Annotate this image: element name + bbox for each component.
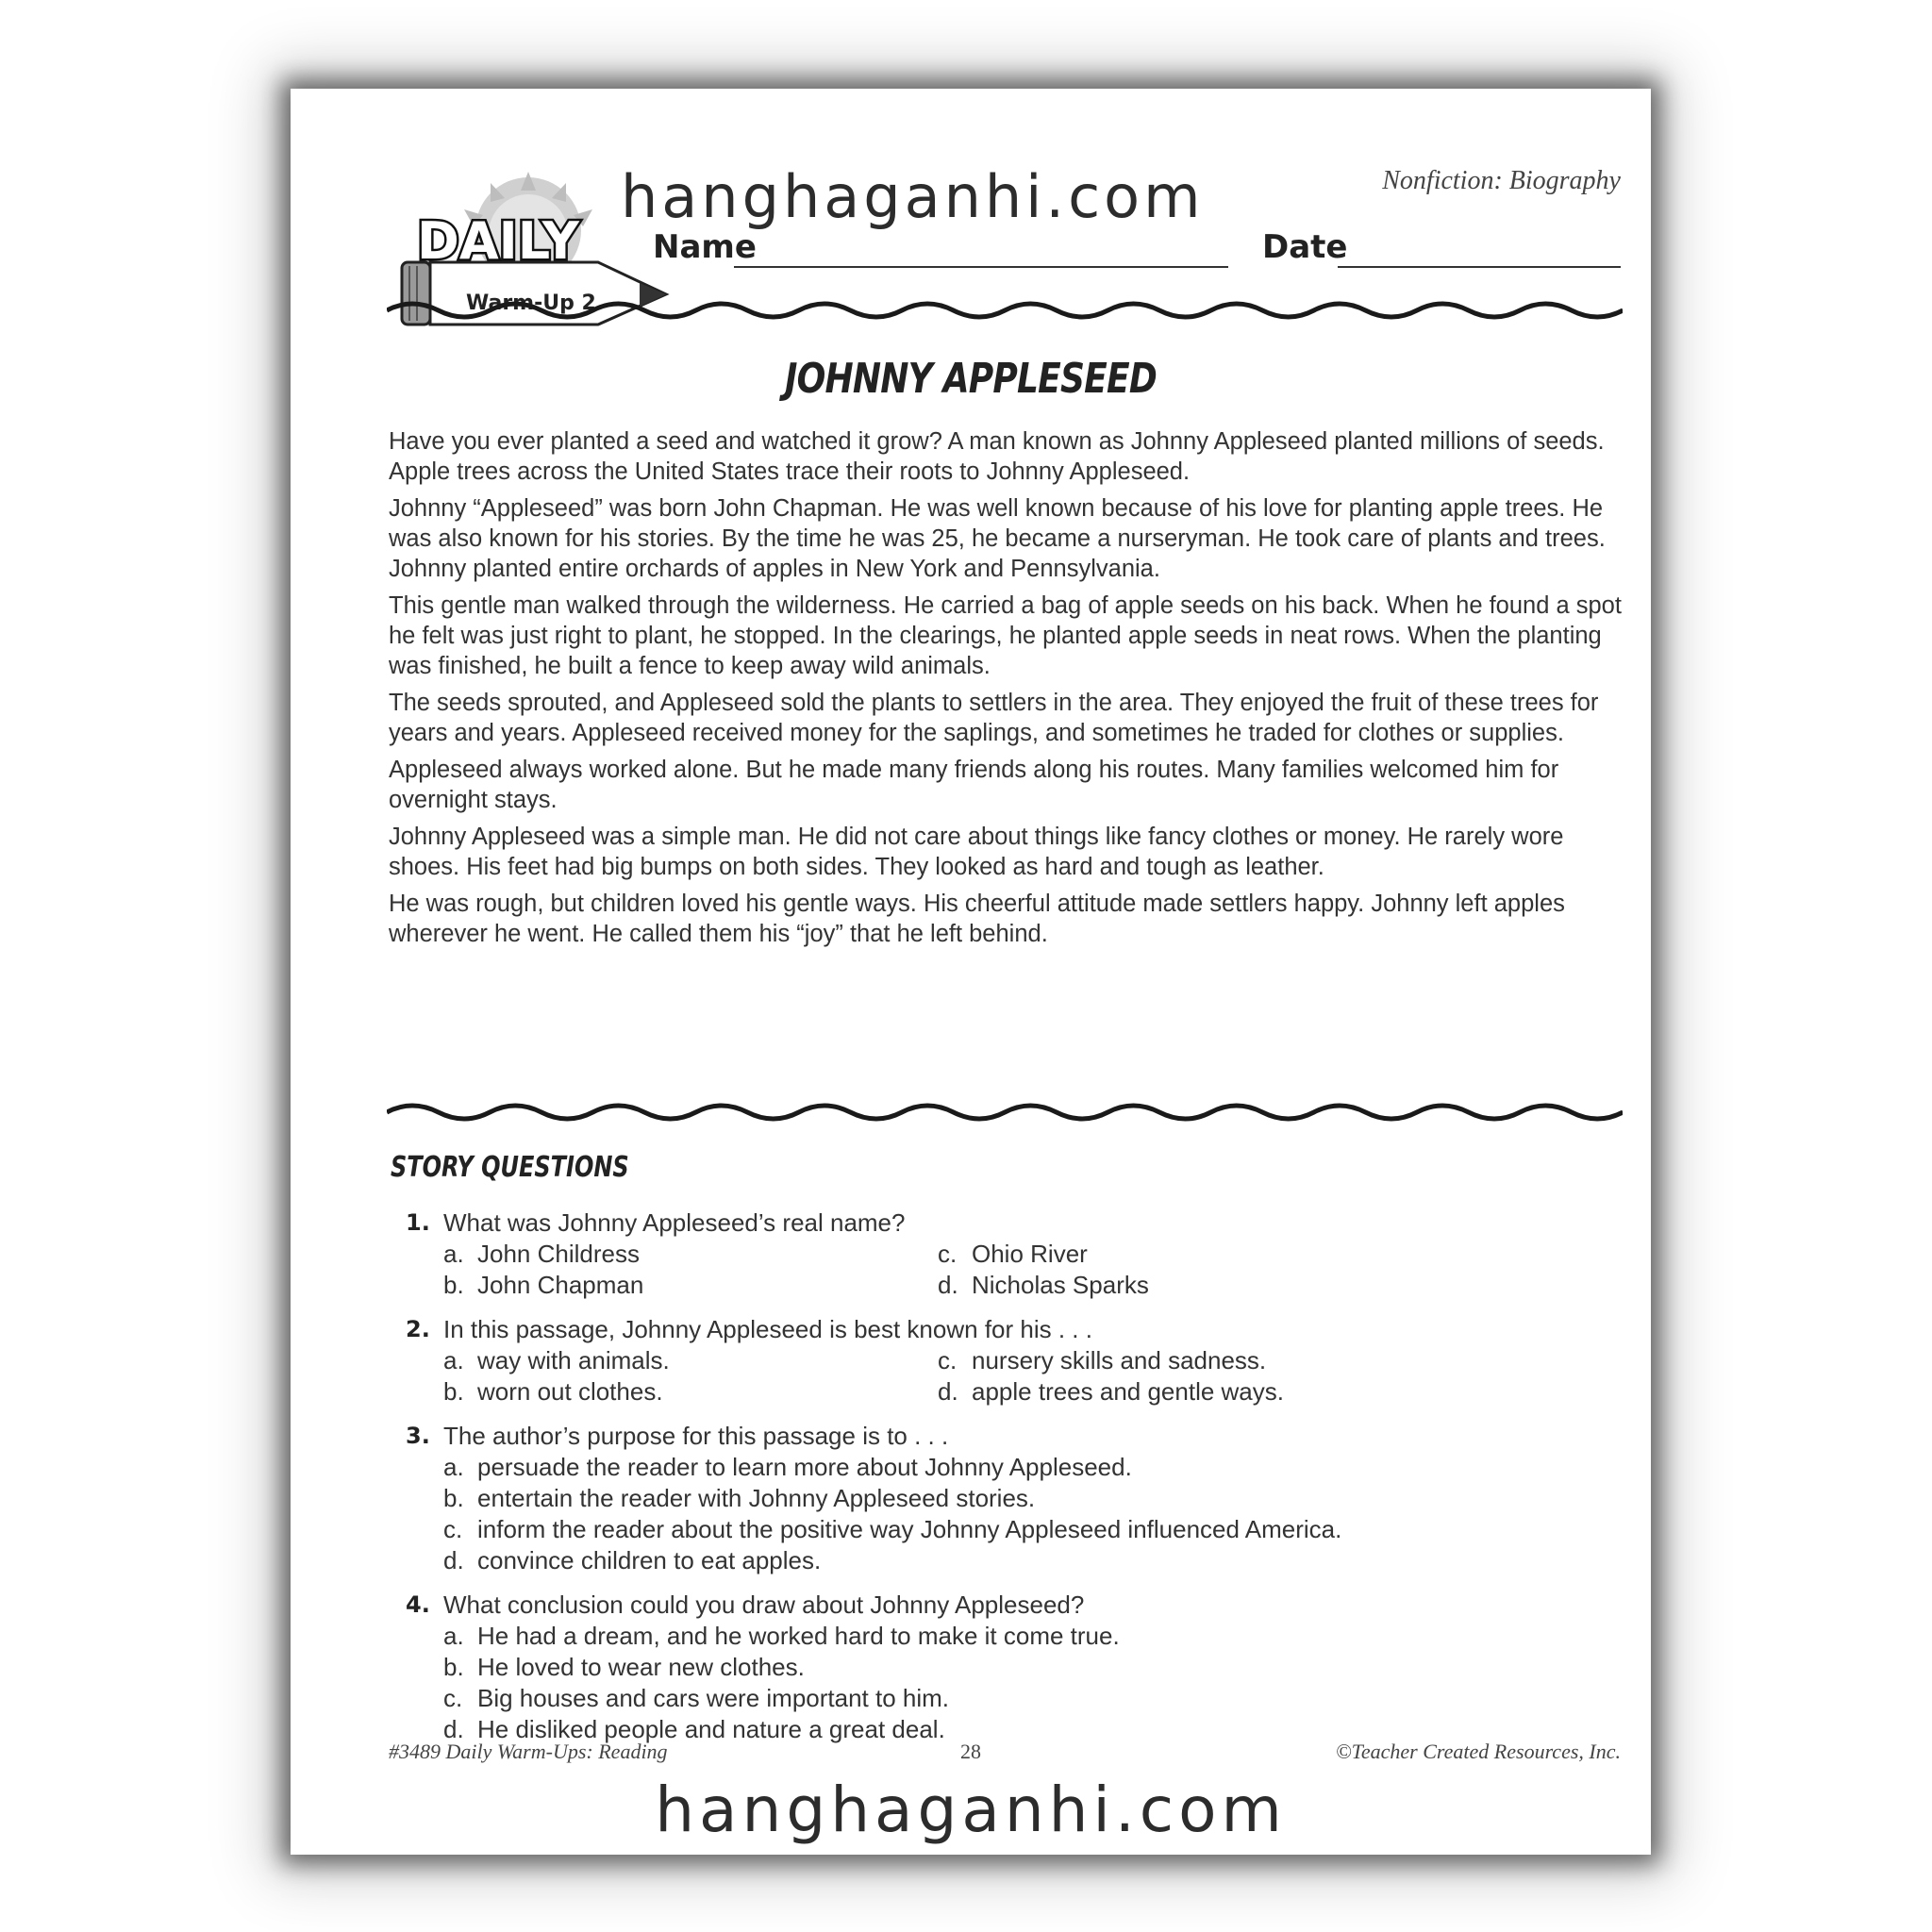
logo-daily-word: DAILY (417, 211, 579, 271)
answer-option[interactable]: d. Nicholas Sparks (938, 1271, 1149, 1299)
answer-option[interactable]: a. way with animals. (443, 1346, 670, 1374)
answer-option[interactable]: c. Big houses and cars were important to him. (443, 1684, 950, 1712)
question-text: What conclusion could you draw about Johnny Appleseed? (443, 1591, 1085, 1619)
story-paragraph: Johnny Appleseed was a simple man. He did not care about things like fancy clothes or money. He rarely wore shoes. His feet had big bumps on both sides. They looked as hard and tough as leather. (389, 824, 1564, 880)
answer-option[interactable]: a. persuade the reader to learn more about Johnny Appleseed. (443, 1453, 1132, 1481)
answer-option[interactable]: b. entertain the reader with Johnny Appleseed stories. (443, 1484, 1036, 1512)
story-paragraph: The seeds sprouted, and Appleseed sold the plants to settlers in the area. They enjoyed the fruit of these trees for years and years. Appleseed received money for the saplings, and sometimes he traded for clothes or supplies. (389, 690, 1599, 746)
answer-option[interactable]: a. John Childress (443, 1240, 640, 1268)
question-item (406, 1208, 1623, 1301)
question-item (406, 1421, 1623, 1576)
story-text (389, 426, 1624, 956)
question-text: The author’s purpose for this passage is to . . . (443, 1422, 949, 1450)
answer-option[interactable]: c. nursery skills and sadness. (938, 1346, 1267, 1374)
answer-option[interactable]: b. He loved to wear new clothes. (443, 1653, 805, 1681)
watermark-bottom: hanghaganhi.com (655, 1774, 1287, 1846)
story-paragraph: Have you ever planted a seed and watched it grow? A man known as Johnny Appleseed planted millions of seeds. Apple trees across the United States trace their roots to Johnny Appleseed. (389, 428, 1605, 485)
question-text: In this passage, Johnny Appleseed is best known for his . . . (443, 1315, 1092, 1343)
question-item (406, 1314, 1623, 1407)
wavy-divider-middle (387, 1098, 1623, 1126)
question-item (406, 1590, 1623, 1745)
question-number: 2. (406, 1316, 430, 1342)
story-title: JOHNNY APPLESEED (785, 355, 1157, 403)
answer-option[interactable]: d. He disliked people and nature a great deal. (443, 1715, 945, 1743)
footer-copyright: ©Teacher Created Resources, Inc. (1335, 1740, 1621, 1763)
story-paragraph: Appleseed always worked alone. But he made many friends along his routes. Many families welcomed him for overnight stays. (389, 757, 1559, 813)
name-label: Name (653, 228, 757, 266)
questions-heading: STORY QUESTIONS (391, 1151, 629, 1184)
genre-label: Nonfiction: Biography (1382, 166, 1621, 195)
story-paragraph: He was rough, but children loved his gentle ways. His cheerful attitude made settlers happy. Johnny left apples wherever he went. He called them his “joy” that he left behind. (389, 891, 1565, 947)
answer-option[interactable]: d. apple trees and gentle ways. (938, 1377, 1284, 1406)
story-paragraph: This gentle man walked through the wilderness. He carried a bag of apple seeds on his back. When he found a spot he felt was just right to plant, he stopped. In the clearings, he planted apple seeds in neat rows. When the planting was finished, he built a fence to keep away wild animals. (389, 592, 1622, 679)
worksheet-page (291, 89, 1651, 1855)
question-number: 3. (406, 1423, 430, 1449)
answer-option[interactable]: c. inform the reader about the positive way Johnny Appleseed influenced America. (443, 1515, 1342, 1543)
question-text: What was Johnny Appleseed’s real name? (443, 1208, 906, 1237)
question-number: 4. (406, 1591, 430, 1618)
answer-option[interactable]: b. worn out clothes. (443, 1377, 663, 1406)
name-field-line[interactable] (734, 266, 1228, 268)
wavy-divider-top (387, 296, 1623, 325)
date-field-line[interactable] (1338, 266, 1621, 268)
footer-book-title: #3489 Daily Warm-Ups: Reading (389, 1740, 668, 1763)
answer-option[interactable]: a. He had a dream, and he worked hard to make it come true. (443, 1622, 1120, 1650)
logo-warmup-label: Warm-Up 2 (466, 291, 596, 315)
story-paragraph: Johnny “Appleseed” was born John Chapman. He was well known because of his love for planting apple trees. He was also known for his stories. By the time he was 25, he became a nurseryman. He took care of plants and trees. Johnny planted entire orchards of apples in New York and Pennsylvania. (389, 495, 1606, 582)
answer-option[interactable]: d. convince children to eat apples. (443, 1546, 822, 1574)
date-label: Date (1262, 228, 1348, 266)
footer-page-number: 28 (960, 1740, 981, 1763)
answer-option[interactable]: c. Ohio River (938, 1240, 1088, 1268)
watermark-top: hanghaganhi.com (621, 162, 1205, 231)
answer-option[interactable]: b. John Chapman (443, 1271, 644, 1299)
questions-list (406, 1208, 1623, 1758)
question-number: 1. (406, 1209, 430, 1236)
